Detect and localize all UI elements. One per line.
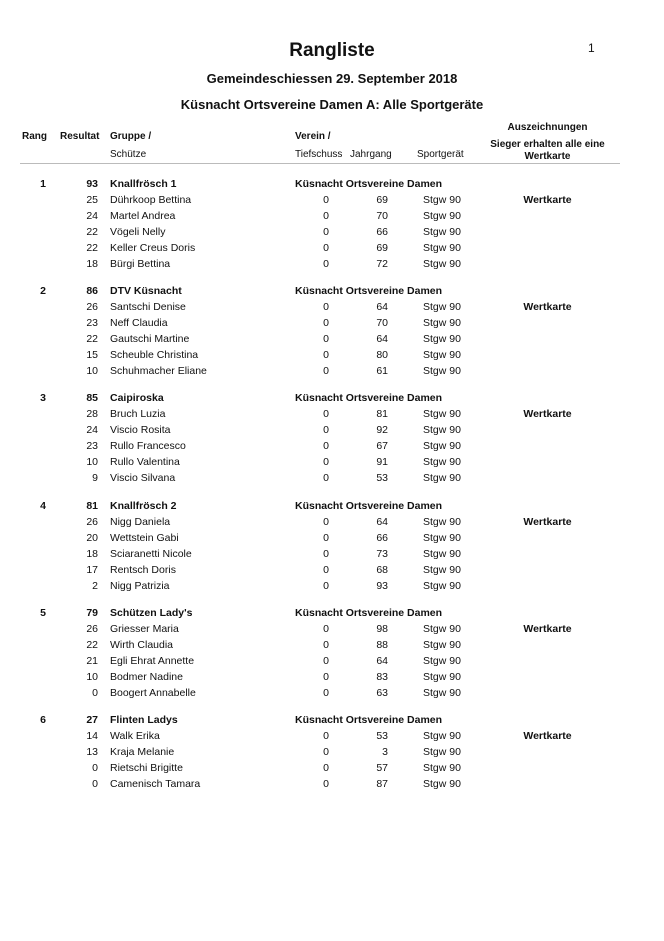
shooter-result: 9 [92,472,98,484]
shooter-name: Bodmer Nadine [110,671,183,683]
group-name: DTV Küsnacht [110,285,182,297]
shooter-sportgeraet: Stgw 90 [423,671,461,683]
shooter-jahrgang: 67 [376,440,388,452]
group-name: Flinten Ladys [110,714,178,726]
shooter-name: Viscio Rosita [110,424,171,436]
shooter-tiefschuss: 0 [323,349,329,361]
shooter-name: Gautschi Martine [110,333,190,345]
shooter-sportgeraet: Stgw 90 [423,580,461,592]
shooter-sportgeraet: Stgw 90 [423,242,461,254]
shooter-result: 22 [86,242,98,254]
shooter-result: 26 [86,516,98,528]
shooter-jahrgang: 91 [376,456,388,468]
shooter-sportgeraet: Stgw 90 [423,456,461,468]
group-award: Wertkarte [523,730,572,742]
shooter-sportgeraet: Stgw 90 [423,424,461,436]
shooter-name: Wettstein Gabi [110,532,179,544]
shooter-result: 22 [86,226,98,238]
shooter-result: 10 [86,671,98,683]
shooter-result: 23 [86,440,98,452]
shooter-result: 24 [86,210,98,222]
shooter-name: Bürgi Bettina [110,258,171,270]
group-result: 79 [86,607,98,619]
shooter-tiefschuss: 0 [323,730,329,742]
shooter-sportgeraet: Stgw 90 [423,623,461,635]
shooter-tiefschuss: 0 [323,408,329,420]
shooter-sportgeraet: Stgw 90 [423,258,461,270]
shooter-name: Egli Ehrat Annette [110,655,195,667]
group-award: Wertkarte [523,301,572,313]
shooter-sportgeraet: Stgw 90 [423,440,461,452]
shooter-sportgeraet: Stgw 90 [423,730,461,742]
group-result: 85 [86,392,98,404]
shooter-sportgeraet: Stgw 90 [423,317,461,329]
shooter-sportgeraet: Stgw 90 [423,349,461,361]
shooter-tiefschuss: 0 [323,210,329,222]
shooter-result: 10 [86,456,98,468]
shooter-tiefschuss: 0 [323,301,329,313]
group-award: Wertkarte [523,408,572,420]
shooter-jahrgang: 98 [376,623,388,635]
shooter-sportgeraet: Stgw 90 [423,687,461,699]
header-verein: Verein / [295,131,331,142]
header-schuetze: Schütze [110,149,147,160]
header-jahrgang: Jahrgang [350,149,392,160]
shooter-tiefschuss: 0 [323,242,329,254]
shooter-jahrgang: 87 [376,778,388,790]
shooter-jahrgang: 70 [376,317,388,329]
shooter-sportgeraet: Stgw 90 [423,301,461,313]
shooter-sportgeraet: Stgw 90 [423,194,461,206]
group-club: Küsnacht Ortsvereine Damen [295,500,443,512]
shooter-result: 21 [86,655,98,667]
shooter-jahrgang: 92 [376,424,388,436]
group-rank: 3 [40,392,46,404]
shooter-sportgeraet: Stgw 90 [423,564,461,576]
shooter-jahrgang: 93 [376,580,388,592]
shooter-tiefschuss: 0 [323,194,329,206]
shooter-jahrgang: 66 [376,532,388,544]
shooter-jahrgang: 64 [376,516,388,528]
shooter-jahrgang: 69 [376,194,388,206]
shooter-tiefschuss: 0 [323,671,329,683]
shooter-tiefschuss: 0 [323,456,329,468]
group-club: Küsnacht Ortsvereine Damen [295,392,443,404]
shooter-name: Neff Claudia [110,317,168,329]
shooter-result: 10 [86,365,98,377]
shooter-result: 23 [86,317,98,329]
group-award: Wertkarte [523,516,572,528]
shooter-sportgeraet: Stgw 90 [423,365,461,377]
shooter-name: Walk Erika [110,730,160,742]
shooter-name: Schuhmacher Eliane [110,365,207,377]
shooter-jahrgang: 3 [382,746,388,758]
shooter-jahrgang: 64 [376,655,388,667]
shooter-jahrgang: 61 [376,365,388,377]
shooter-name: Sciaranetti Nicole [110,548,192,560]
shooter-result: 13 [86,746,98,758]
shooter-result: 18 [86,258,98,270]
shooter-name: Camenisch Tamara [110,778,201,790]
shooter-tiefschuss: 0 [323,623,329,635]
shooter-name: Martel Andrea [110,210,176,222]
shooter-result: 0 [92,778,98,790]
shooter-tiefschuss: 0 [323,548,329,560]
shooter-tiefschuss: 0 [323,655,329,667]
shooter-name: Scheuble Christina [110,349,199,361]
shooter-name: Boogert Annabelle [110,687,196,699]
shooter-name: Rullo Francesco [110,440,186,452]
shooter-tiefschuss: 0 [323,762,329,774]
shooter-result: 18 [86,548,98,560]
shooter-name: Vögeli Nelly [110,226,166,238]
shooter-name: Rietschi Brigitte [110,762,183,774]
group-rank: 2 [40,285,46,297]
header-sportgeraet: Sportgerät [417,149,464,160]
shooter-tiefschuss: 0 [323,516,329,528]
shooter-name: Kraja Melanie [110,746,175,758]
shooter-name: Viscio Silvana [110,472,176,484]
shooter-result: 22 [86,639,98,651]
shooter-tiefschuss: 0 [323,580,329,592]
group-club: Küsnacht Ortsvereine Damen [295,178,443,190]
shooter-sportgeraet: Stgw 90 [423,210,461,222]
shooter-tiefschuss: 0 [323,226,329,238]
shooter-jahrgang: 83 [376,671,388,683]
header-rang: Rang [22,131,47,142]
shooter-sportgeraet: Stgw 90 [423,333,461,345]
group-award: Wertkarte [523,623,572,635]
shooter-result: 26 [86,301,98,313]
group-rank: 1 [40,178,46,190]
group-club: Küsnacht Ortsvereine Damen [295,714,443,726]
group-award: Wertkarte [523,194,572,206]
shooter-jahrgang: 64 [376,333,388,345]
header-divider [20,163,620,164]
group-result: 86 [86,285,98,297]
shooter-sportgeraet: Stgw 90 [423,778,461,790]
shooter-jahrgang: 72 [376,258,388,270]
shooter-tiefschuss: 0 [323,440,329,452]
shooter-jahrgang: 88 [376,639,388,651]
shooter-jahrgang: 66 [376,226,388,238]
shooter-tiefschuss: 0 [323,564,329,576]
shooter-tiefschuss: 0 [323,532,329,544]
shooter-tiefschuss: 0 [323,317,329,329]
shooter-sportgeraet: Stgw 90 [423,472,461,484]
shooter-sportgeraet: Stgw 90 [423,516,461,528]
shooter-sportgeraet: Stgw 90 [423,408,461,420]
header-auszeichnungen: Auszeichnungen [507,122,588,133]
shooter-result: 2 [92,580,98,592]
header-gruppe: Gruppe / [110,131,152,142]
shooter-jahrgang: 53 [376,472,388,484]
shooter-jahrgang: 63 [376,687,388,699]
shooter-name: Rullo Valentina [110,456,180,468]
shooter-name: Wirth Claudia [110,639,174,651]
group-rank: 4 [40,500,46,512]
shooter-result: 26 [86,623,98,635]
group-name: Knallfrösch 1 [110,178,177,190]
shooter-sportgeraet: Stgw 90 [423,746,461,758]
group-result: 93 [86,178,98,190]
shooter-jahrgang: 80 [376,349,388,361]
shooter-tiefschuss: 0 [323,639,329,651]
shooter-jahrgang: 64 [376,301,388,313]
shooter-jahrgang: 73 [376,548,388,560]
header-resultat: Resultat [60,131,100,142]
shooter-result: 14 [86,730,98,742]
shooter-tiefschuss: 0 [323,687,329,699]
page-number: 1 [588,41,595,55]
shooter-jahrgang: 70 [376,210,388,222]
group-club: Küsnacht Ortsvereine Damen [295,285,443,297]
shooter-jahrgang: 53 [376,730,388,742]
shooter-name: Rentsch Doris [110,564,176,576]
shooter-tiefschuss: 0 [323,778,329,790]
header-sieger-line2: Wertkarte [524,151,571,162]
shooter-result: 24 [86,424,98,436]
shooter-result: 22 [86,333,98,345]
shooter-jahrgang: 81 [376,408,388,420]
shooter-sportgeraet: Stgw 90 [423,639,461,651]
shooter-jahrgang: 69 [376,242,388,254]
shooter-result: 0 [92,687,98,699]
shooter-sportgeraet: Stgw 90 [423,548,461,560]
category-subtitle: Küsnacht Ortsvereine Damen A: Alle Sportgeräte [180,97,484,112]
shooter-tiefschuss: 0 [323,365,329,377]
shooter-name: Nigg Daniela [110,516,171,528]
shooter-name: Griesser Maria [110,623,179,635]
shooter-jahrgang: 57 [376,762,388,774]
shooter-sportgeraet: Stgw 90 [423,226,461,238]
shooter-name: Dührkoop Bettina [110,194,192,206]
shooter-sportgeraet: Stgw 90 [423,762,461,774]
shooter-tiefschuss: 0 [323,333,329,345]
shooter-tiefschuss: 0 [323,472,329,484]
page-title: Rangliste [289,40,375,61]
shooter-name: Keller Creus Doris [110,242,196,254]
shooter-result: 17 [86,564,98,576]
shooter-sportgeraet: Stgw 90 [423,655,461,667]
header-tiefschuss: Tiefschuss [295,149,343,160]
header-sieger-line1: Sieger erhalten alle eine [490,139,605,150]
group-result: 27 [86,714,98,726]
group-result: 81 [86,500,98,512]
shooter-jahrgang: 68 [376,564,388,576]
shooter-tiefschuss: 0 [323,746,329,758]
shooter-name: Nigg Patrizia [110,580,170,592]
shooter-result: 15 [86,349,98,361]
group-name: Knallfrösch 2 [110,500,177,512]
group-rank: 5 [40,607,46,619]
group-club: Küsnacht Ortsvereine Damen [295,607,443,619]
group-name: Caipiroska [110,392,164,404]
shooter-result: 25 [86,194,98,206]
group-name: Schützen Lady's [110,607,193,619]
event-subtitle: Gemeindeschiessen 29. September 2018 [206,71,458,86]
shooter-sportgeraet: Stgw 90 [423,532,461,544]
group-rank: 6 [40,714,46,726]
shooter-result: 0 [92,762,98,774]
shooter-name: Bruch Luzia [110,408,166,420]
shooter-tiefschuss: 0 [323,424,329,436]
shooter-name: Santschi Denise [110,301,186,313]
shooter-result: 28 [86,408,98,420]
shooter-result: 20 [86,532,98,544]
shooter-tiefschuss: 0 [323,258,329,270]
